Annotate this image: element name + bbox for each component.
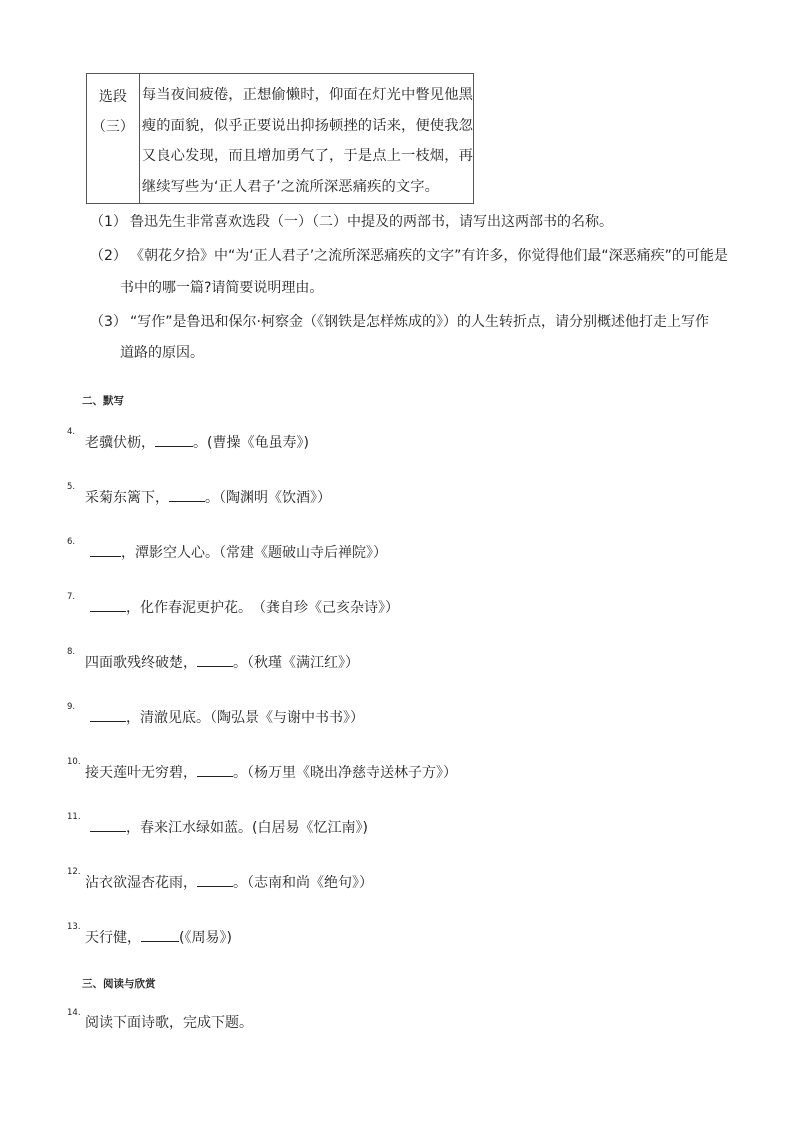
- item-text-after: ，清澈见底。（陶弘景《与谢中书书》）: [126, 710, 364, 726]
- item-text-before: 老骥伏枥，: [85, 435, 155, 451]
- item-text-before: 天行健，: [85, 930, 141, 946]
- answer-blank[interactable]: [197, 872, 233, 887]
- question-2-continuation: 书中的哪一篇?请简要说明理由。: [120, 280, 324, 296]
- item-number: 13.: [67, 922, 81, 932]
- item-text-after: 。(曹操《龟虽寿》): [193, 435, 309, 451]
- item-text-after: 。（志南和尚《绝句》）: [233, 875, 373, 891]
- item-text-after: 。（秋瑾《满江红》）: [233, 655, 359, 671]
- item-text-after: ，潭影空人心。（常建《题破山寺后禅院》）: [121, 545, 387, 561]
- item-number: 4.: [67, 427, 76, 437]
- passage-line: 每当夜间疲倦，正想偷懒时，仰面在灯光中瞥见他黑: [141, 87, 473, 103]
- question-3: [90, 312, 709, 332]
- item-text-after: ，化作春泥更护花。 （龚自珍《己亥杂诗》）: [126, 600, 399, 616]
- item-text-after: 。（杨万里《晓出净慈寺送林子方》）: [233, 765, 457, 781]
- passage-label-line2: （三）: [91, 119, 134, 135]
- item-number: 6.: [67, 537, 76, 547]
- answer-blank[interactable]: [169, 487, 205, 502]
- question-2: [90, 246, 728, 266]
- question-number: （2）: [90, 248, 127, 264]
- passage-line: 瘦的面貌，似乎正要说出抑扬顿挫的话来，便使我忽: [141, 117, 473, 134]
- item-text-before: 沾衣欲湿杏花雨，: [85, 875, 197, 891]
- question-text: “写作”是鲁迅和保尔·柯察金（《钢铁是怎样炼成的》）的人生转折点，请分别概述他打走上写作: [130, 314, 709, 330]
- answer-blank[interactable]: [155, 432, 193, 447]
- answer-blank[interactable]: [197, 652, 233, 667]
- question-number: （3）: [90, 314, 127, 330]
- item-number: 10.: [67, 757, 81, 767]
- passage-line: 继续写些为‘正人君子’之流所深恶痛疾的文字。: [141, 178, 440, 195]
- item-number: 12.: [67, 867, 81, 877]
- item-text: 阅读下面诗歌，完成下题。: [85, 1015, 253, 1031]
- item-text-after: (《周易》): [179, 930, 232, 946]
- passage-table: [86, 73, 474, 204]
- answer-blank[interactable]: [90, 597, 126, 612]
- item-number: 7.: [67, 592, 76, 602]
- passage-label-line1: 选段: [98, 89, 127, 105]
- item-number: 8.: [67, 647, 76, 657]
- passage-line: 又良心发现，而且增加勇气了，于是点上一枝烟，再: [141, 148, 473, 164]
- answer-blank[interactable]: [90, 707, 126, 722]
- question-1: [90, 212, 613, 232]
- passage-label: [87, 74, 140, 203]
- answer-blank[interactable]: [90, 542, 121, 557]
- question-number: （1）: [90, 214, 127, 230]
- answer-blank[interactable]: [90, 817, 126, 832]
- item-text-before: 四面歌残终破楚，: [85, 655, 197, 671]
- section-title-dictation: 二、默写: [82, 395, 124, 407]
- answer-blank[interactable]: [141, 927, 179, 942]
- passage-text: [140, 74, 473, 203]
- section-title-reading: 三、阅读与欣赏: [82, 978, 156, 990]
- item-number: 11.: [67, 812, 81, 822]
- item-text-after: ，春来江水绿如蓝。(白居易《忆江南》): [126, 820, 368, 836]
- item-text-before: 接天莲叶无穷碧，: [85, 765, 197, 781]
- item-text-before: 采菊东篱下，: [85, 490, 169, 506]
- answer-blank[interactable]: [197, 762, 233, 777]
- question-text: 《朝花夕拾》中“为‘正人君子’之流所深恶痛疾的文字”有许多，你觉得他们最“深恶痛疾”的可能是: [130, 248, 728, 264]
- question-3-continuation: 道路的原因。: [120, 345, 204, 361]
- item-number: 14.: [67, 1008, 81, 1018]
- item-number: 9.: [67, 702, 76, 712]
- item-text-after: 。（陶渊明《饮酒》）: [205, 490, 331, 506]
- question-text: 鲁迅先生非常喜欢选段（一）（二）中提及的两部书，请写出这两部书的名称。: [130, 214, 613, 230]
- item-number: 5.: [67, 482, 76, 492]
